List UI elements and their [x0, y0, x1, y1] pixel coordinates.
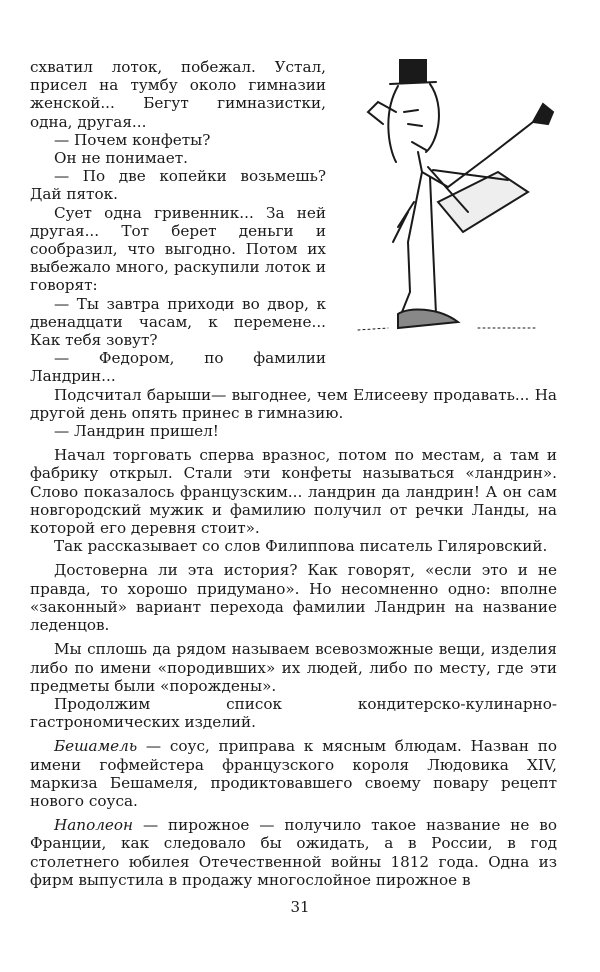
paragraph: — Федором, по фамилии Ландрин...	[30, 349, 326, 386]
entry-bechamel	[30, 737, 557, 810]
paragraph: Продолжим список кондитерско-кулинарно-гастрономических изделий.	[30, 694, 557, 732]
paragraph: — По две копейки возьмешь? Дай пяток.	[30, 167, 326, 204]
paragraph: Так рассказывает со слов Филиппова писатель Гиляровский.	[54, 537, 548, 556]
paragraph: — Ландрин пришел!	[54, 422, 219, 441]
entry-napoleon	[30, 816, 557, 889]
entry-term: Бешамель	[54, 737, 138, 756]
page-body	[30, 58, 557, 889]
illustration-candy-seller	[338, 52, 563, 352]
paragraph: схватил лоток, побежал. Устал, присел на тумбу около гимназии женской... Бегут гимназистки, одна, другая...	[30, 58, 326, 131]
entry-text: — соус, приправа к мясным блюдам. Назван по имени гофмейстера французского короля Людовика XIV, маркиза Бешамеля, продиктовавшего своему повару рецепт нового соуса.	[30, 737, 557, 810]
paragraph: Он не понимает.	[54, 149, 188, 168]
paragraph: Сует одна гривенник... За ней другая... Тот берет деньги и сообразил, что выгодно. Потом их выбежало много, раскупили лоток и говорят:	[30, 203, 326, 295]
page-number: 31	[290, 898, 310, 916]
paragraph: — Ты завтра приходи во двор, к двенадцати часам, к перемене... Как тебя зовут?	[30, 294, 326, 350]
entry-term: Наполеон	[54, 816, 134, 835]
paragraph: Мы сплошь да рядом называем всевозможные вещи, изделия либо по имени «породивших» их людей, либо по месту, где эти предметы были «порождены».	[30, 640, 557, 695]
paragraph: Подсчитал барыши— выгоднее, чем Елисееву продавать... На другой день опять принес в гимназию.	[30, 385, 557, 422]
paragraph: Начал торговать сперва вразнос, потом по местам, а там и фабрику открыл. Стали эти конфеты называться «ландрин». Слово показалось французским... ландрин да ландрин! А он сам новгородский мужик и фамилию получил от речки Ланды, на которой его деревня стоит».	[30, 446, 557, 538]
entry-text: — пирожное — получило такое название не во Франции, как следовало бы ожидать, а в России, в год столетнего юбилея Отечественной войны 1812 года. Одна из фирм выпустила в продажу многослойное пирожное в	[30, 816, 557, 889]
paragraph: Достоверна ли эта история? Как говорят, «если это и не правда, то хорошо придумано». Но несомненно одно: вполне «законный» вариант перехода фамилии Ландрин на название леденцов.	[30, 561, 557, 635]
paragraph: — Почем конфеты?	[54, 130, 211, 149]
